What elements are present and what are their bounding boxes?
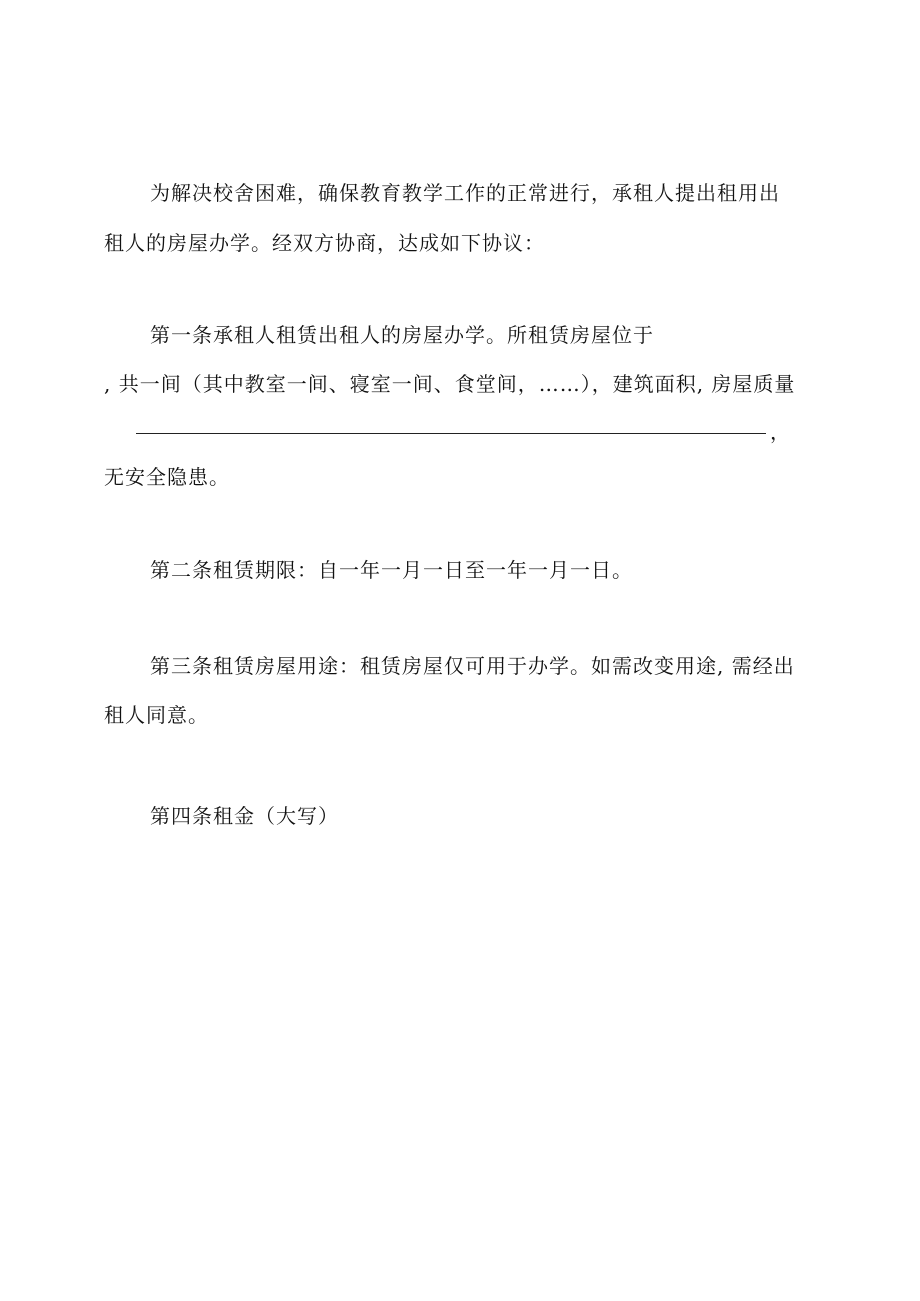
intro-line-1: 为解决校舍困难，确保教育教学工作的正常进行，承租人提出租用出 [150,181,780,205]
article1-line-3: 无安全隐患。 [104,465,230,489]
article1-line-2: , 共一间（其中教室一间、寝室一间、食堂间，……），建筑面积, 房屋质量 [104,372,796,396]
intro-line-2: 租人的房屋办学。经双方协商，达成如下协议： [104,231,545,255]
blank-underline [136,433,766,434]
article4-line-1: 第四条租金（大写） [150,804,339,828]
article1-line-1: 第一条承租人租赁出租人的房屋办学。所租赁房屋位于 [150,323,654,347]
article3-line-2: 租人同意。 [104,703,209,727]
article3-line-1: 第三条租赁房屋用途：租赁房屋仅可用于办学。如需改变用途, 需经出 [150,654,795,678]
article1-fill-in-blank [136,420,806,444]
article2-line-1: 第二条租赁期限：自一年一月一日至一年一月一日。 [150,558,633,582]
blank-comma: ， [770,420,790,444]
